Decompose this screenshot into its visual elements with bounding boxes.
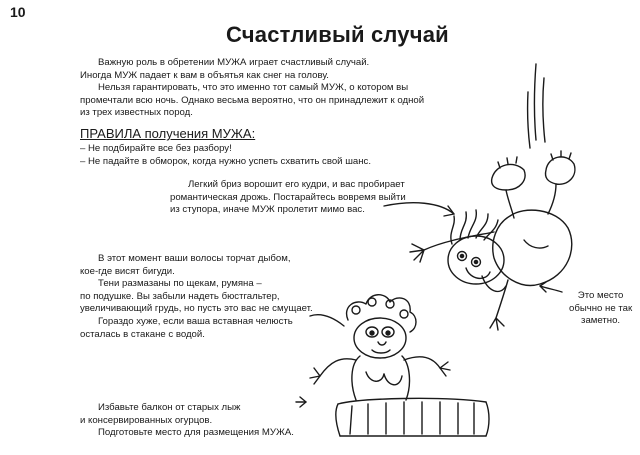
rule-item: – Не подбирайте все без разбору! bbox=[80, 143, 232, 154]
page-number: 10 bbox=[10, 4, 26, 20]
note-line: обычно не так bbox=[569, 302, 633, 314]
note-line: из ступора, иначе МУЖ пролетит мимо вас. bbox=[170, 204, 365, 216]
note-line: Подготовьте место для размещения МУЖА. bbox=[98, 427, 294, 439]
motion-lines bbox=[528, 64, 545, 148]
note-line: осталась в стакане с водой. bbox=[80, 328, 205, 340]
note-line: по подушке. Вы забыли надеть бюстгальтер, bbox=[80, 290, 280, 302]
intro-line: промечтали всю ночь. Однако весьма вероятно, что он принадлежит к одной bbox=[80, 94, 425, 106]
intro-line: Иногда МУЖ падает к вам в объятья как снег на голову. bbox=[80, 69, 329, 81]
note-line: В этот момент ваши волосы торчат дыбом, bbox=[98, 253, 291, 264]
page-title: Счастливый случай bbox=[226, 22, 449, 47]
falling-man-figure bbox=[410, 151, 575, 330]
woman-figure bbox=[310, 295, 489, 436]
note-line: Гораздо хуже, если ваша вставная челюсть bbox=[98, 315, 293, 327]
note-line: Это место bbox=[577, 290, 624, 301]
note-line: заметно. bbox=[581, 315, 621, 327]
intro-line: Нельзя гарантировать, что это именно тот самый МУЖ, о котором вы bbox=[98, 82, 409, 94]
note-line: Легкий бриз ворошит его кудри, и вас пробирает bbox=[188, 179, 405, 190]
intro-line: Важную роль в обретении МУЖА играет счастливый случай. bbox=[98, 57, 370, 68]
rule-item: – Не падайте в обморок, когда нужно успеть схватить свой шанс. bbox=[80, 155, 371, 167]
note-line: Тени размазаны по щекам, румяна – bbox=[98, 278, 262, 290]
note-line: Избавьте балкон от старых лыж bbox=[98, 402, 241, 413]
arrows bbox=[296, 203, 562, 407]
rules-heading: ПРАВИЛА получения МУЖА: bbox=[80, 126, 256, 141]
intro-line: из трех известных пород. bbox=[80, 107, 193, 119]
note-line: увеличивающий грудь, но пусть это вас не смущает. bbox=[80, 303, 313, 315]
note-line: романтическая дрожь. Постарайтесь вовремя выйти bbox=[170, 191, 406, 203]
note-line: кое-где висят бигуди. bbox=[80, 265, 175, 277]
note-line: и консервированных огурцов. bbox=[80, 414, 213, 426]
